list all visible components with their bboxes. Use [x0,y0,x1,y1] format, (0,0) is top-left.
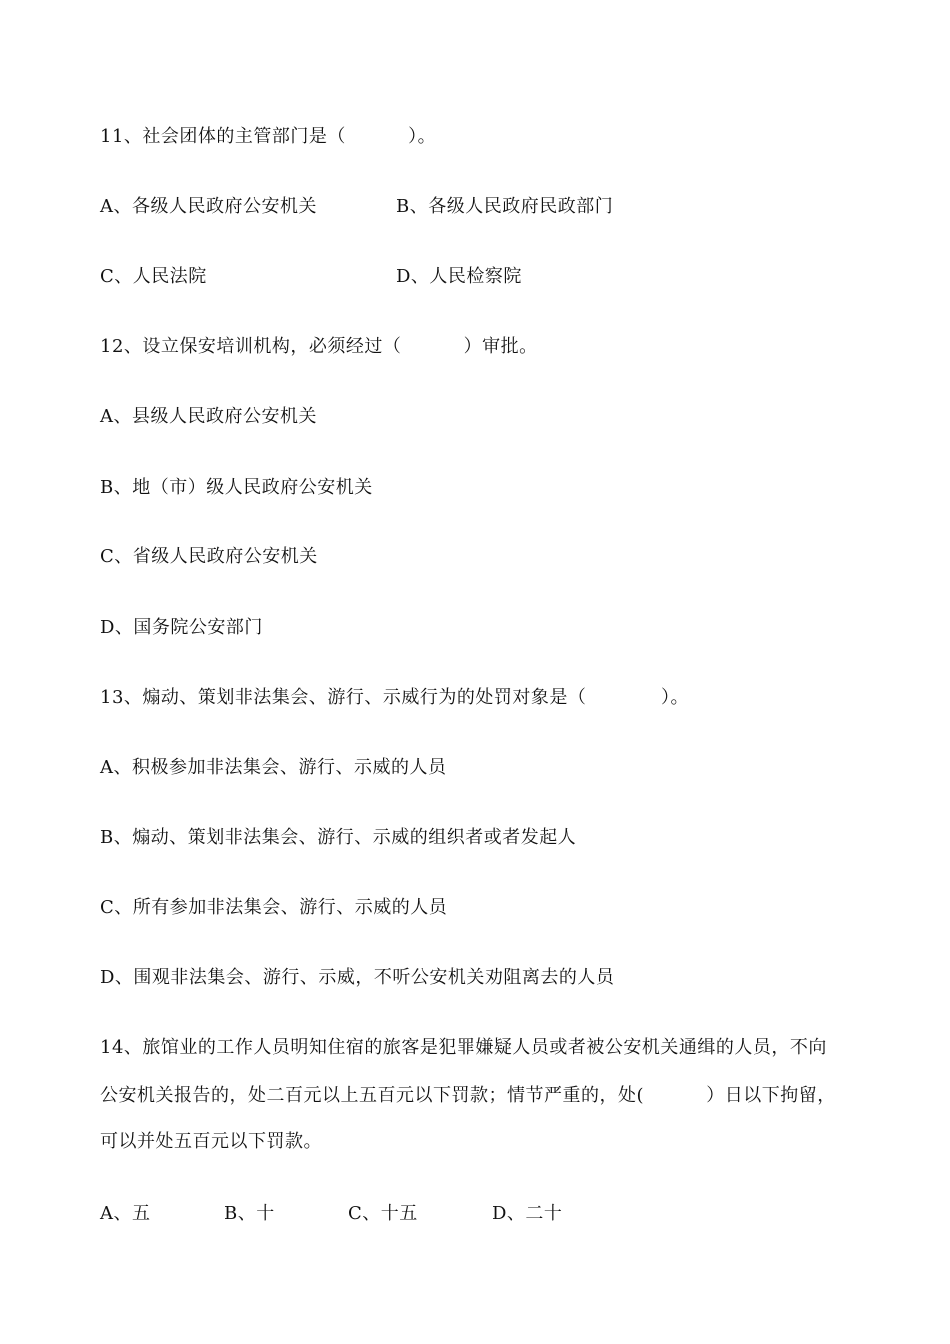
question-11-stem: 11、社会团体的主管部门是（ ）。 [100,126,437,147]
question-14-option-d: D、二十 [492,1203,563,1224]
question-11-option-a: A、各级人民政府公安机关 [100,196,317,217]
question-12-option-c: C、省级人民政府公安机关 [100,546,318,567]
question-14-stem-line-1: 14、旅馆业的工作人员明知住宿的旅客是犯罪嫌疑人员或者被公安机关通缉的人员，不向 [100,1037,827,1058]
question-14-option-a: A、五 [100,1203,151,1224]
question-11-option-c: C、人民法院 [100,266,207,287]
question-14-option-c: C、十五 [348,1203,418,1224]
question-11-option-d: D、人民检察院 [396,266,522,287]
question-12-option-d: D、国务院公安部门 [100,617,263,638]
question-11-option-b: B、各级人民政府民政部门 [396,196,614,217]
question-12-option-a: A、县级人民政府公安机关 [100,406,317,427]
question-13-stem: 13、煽动、策划非法集会、游行、示威行为的处罚对象是（ ）。 [100,687,690,708]
question-14-option-b: B、十 [224,1203,275,1224]
question-14-stem-line-3: 可以并处五百元以下罚款。 [100,1131,322,1152]
question-12-stem: 12、设立保安培训机构，必须经过（ ）审批。 [100,336,538,357]
question-12-option-b: B、地（市）级人民政府公安机关 [100,477,373,498]
question-13-option-b: B、煽动、策划非法集会、游行、示威的组织者或者发起人 [100,827,577,848]
question-13-option-c: C、所有参加非法集会、游行、示威的人员 [100,897,448,918]
question-14-stem-line-2: 公安机关报告的，处二百元以上五百元以下罚款；情节严重的，处( ）日以下拘留， [100,1085,836,1106]
question-13-option-d: D、围观非法集会、游行、示威，不听公安机关劝阻离去的人员 [100,967,615,988]
question-13-option-a: A、积极参加非法集会、游行、示威的人员 [100,757,447,778]
